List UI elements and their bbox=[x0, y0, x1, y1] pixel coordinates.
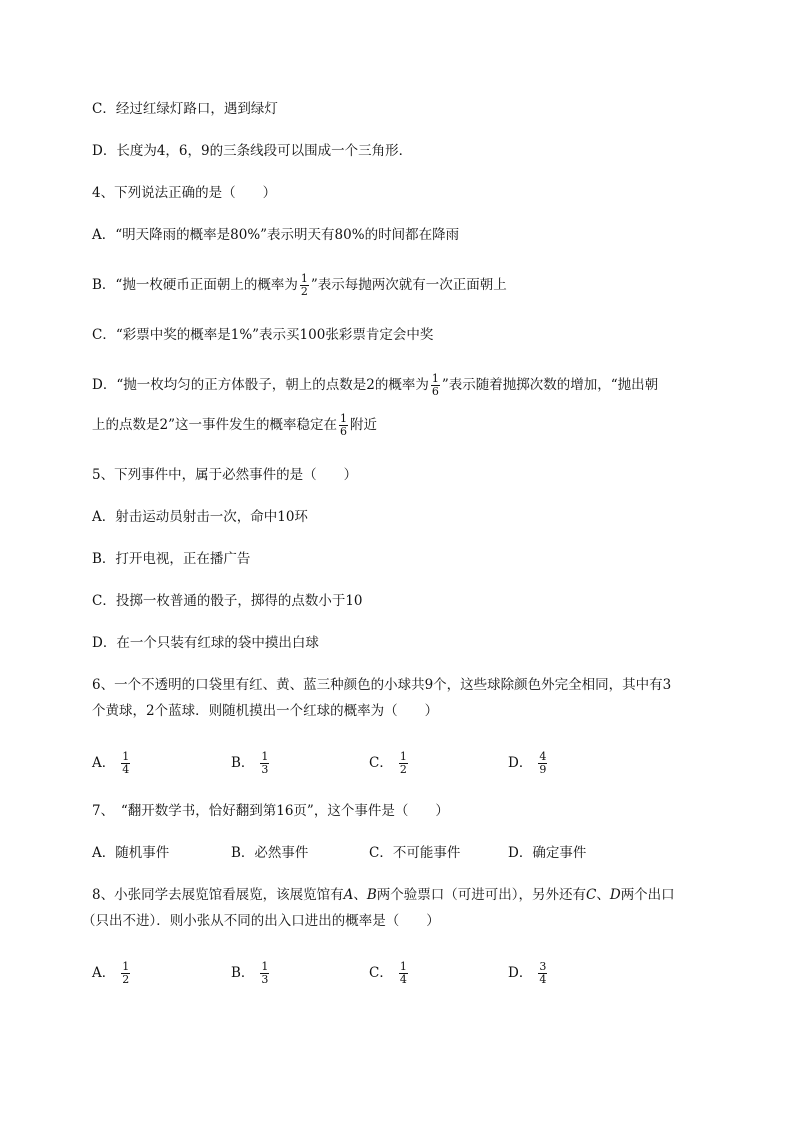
option-label: D． bbox=[508, 965, 533, 981]
q4-option-d-line2 bbox=[92, 413, 377, 438]
fraction-denominator: 4 bbox=[399, 973, 407, 986]
fraction-denominator: 3 bbox=[261, 763, 269, 776]
option-fraction bbox=[399, 751, 408, 776]
q5-option-a: A．射击运动员射击一次，命中10环 bbox=[92, 509, 308, 525]
q4-b-pre: B．“抛一枚硬币正面朝上的概率为 bbox=[92, 277, 298, 293]
option-fraction bbox=[538, 961, 547, 986]
q8-stem-mid: 两个验票口（可进可出），另外还有 bbox=[376, 887, 587, 903]
q4-b-fraction bbox=[300, 273, 309, 298]
q3-option-d: D．长度为4，6，9的三条线段可以围成一个三角形． bbox=[92, 143, 413, 159]
q6-option-b bbox=[231, 751, 271, 776]
option-fraction bbox=[538, 751, 547, 776]
q6-option-a bbox=[92, 751, 132, 776]
q4-stem: 4、下列说法正确的是（ ） bbox=[92, 185, 277, 201]
fraction-denominator: 4 bbox=[539, 973, 547, 986]
fraction-numerator: 4 bbox=[539, 750, 547, 763]
option-fraction bbox=[260, 961, 269, 986]
fraction-denominator: 2 bbox=[399, 763, 407, 776]
option-label: A． bbox=[92, 965, 116, 981]
q4-d2-pre: 上的点数是2”这一事件发生的概率稳定在 bbox=[92, 417, 337, 433]
q8-option-a bbox=[92, 961, 132, 986]
q8-var-d: D bbox=[609, 887, 621, 903]
q5-option-b: B．打开电视，正在播广告 bbox=[92, 551, 251, 567]
fraction-numerator: 1 bbox=[399, 750, 407, 763]
option-label: B． bbox=[231, 965, 255, 981]
q7-option-d: D．确定事件 bbox=[508, 845, 587, 861]
q7-option-b: B．必然事件 bbox=[231, 845, 309, 861]
q8-stem-pre: 8、小张同学去展览馆看展览，该展览馆有 bbox=[92, 887, 344, 903]
q4-d1-post: ”表示随着抛掷次数的增加，“抛出朝 bbox=[441, 377, 659, 393]
q8-option-b bbox=[231, 961, 271, 986]
fraction-numerator: 1 bbox=[399, 960, 407, 973]
q8-option-c bbox=[369, 961, 410, 986]
q8-sep2: 、 bbox=[596, 887, 610, 903]
fraction-numerator: 1 bbox=[122, 750, 130, 763]
q4-d-fraction bbox=[431, 373, 440, 398]
option-label: A． bbox=[92, 755, 116, 771]
fraction-numerator: 1 bbox=[300, 272, 308, 285]
fraction-denominator: 3 bbox=[261, 973, 269, 986]
option-fraction bbox=[260, 751, 269, 776]
q4-d2-post: 附近 bbox=[350, 417, 377, 433]
fraction-numerator: 1 bbox=[340, 412, 347, 425]
q6-option-d bbox=[508, 751, 549, 776]
q8-var-a: A bbox=[343, 887, 354, 903]
fraction-denominator: 9 bbox=[539, 763, 547, 776]
fraction-denominator: 6 bbox=[431, 385, 439, 398]
q8-stem-line1 bbox=[92, 885, 675, 905]
q4-option-b bbox=[92, 273, 507, 298]
q4-d2-fraction bbox=[339, 413, 348, 438]
option-fraction bbox=[399, 961, 408, 986]
fraction-denominator: 4 bbox=[122, 763, 130, 776]
q8-var-c: C bbox=[586, 887, 597, 903]
q8-option-d bbox=[508, 961, 549, 986]
q6-option-c bbox=[369, 751, 410, 776]
fraction-numerator: 3 bbox=[539, 960, 547, 973]
q4-option-c: C．“彩票中奖的概率是1%”表示买100张彩票肯定会中奖 bbox=[92, 327, 434, 343]
q8-var-b: B bbox=[366, 887, 377, 903]
q3-option-c: C．经过红绿灯路口，遇到绿灯 bbox=[92, 101, 278, 117]
q8-stem-post: 两个出口 bbox=[620, 887, 675, 903]
fraction-numerator: 1 bbox=[122, 960, 130, 973]
q7-option-a: A．随机事件 bbox=[92, 845, 170, 861]
q8-sep: 、 bbox=[353, 887, 367, 903]
q4-d1-pre: D．“抛一枚均匀的正方体骰子，朝上的点数是2的概率为 bbox=[92, 377, 429, 393]
q6-stem-line2: 个黄球，2个蓝球．则随机摸出一个红球的概率为（ ） bbox=[92, 703, 439, 719]
q4-b-post: ”表示每抛两次就有一次正面朝上 bbox=[310, 277, 507, 293]
option-label: D． bbox=[508, 755, 533, 771]
q7-option-c: C．不可能事件 bbox=[369, 845, 461, 861]
q8-stem-line2: （只出不进）．则小张从不同的出入口进出的概率是（ ） bbox=[82, 913, 440, 929]
fraction-numerator: 1 bbox=[261, 750, 269, 763]
option-label: C． bbox=[369, 755, 393, 771]
option-fraction bbox=[121, 961, 130, 986]
fraction-denominator: 2 bbox=[300, 285, 308, 298]
fraction-numerator: 1 bbox=[431, 372, 439, 385]
fraction-denominator: 2 bbox=[122, 973, 130, 986]
q4-option-a: A．“明天降雨的概率是80%”表示明天有80%的时间都在降雨 bbox=[92, 227, 460, 243]
fraction-numerator: 1 bbox=[261, 960, 269, 973]
q5-stem: 5、下列事件中，属于必然事件的是（ ） bbox=[92, 467, 358, 483]
q4-option-d-line1 bbox=[92, 373, 658, 398]
option-label: B． bbox=[231, 755, 255, 771]
fraction-denominator: 6 bbox=[340, 425, 347, 438]
option-fraction bbox=[121, 751, 130, 776]
q5-option-d: D．在一个只装有红球的袋中摸出白球 bbox=[92, 635, 319, 651]
q5-option-c: C．投掷一枚普通的骰子，掷得的点数小于10 bbox=[92, 593, 363, 609]
q7-stem: 7、 “翻开数学书，恰好翻到第16页”，这个事件是（ ） bbox=[92, 803, 449, 819]
option-label: C． bbox=[369, 965, 393, 981]
q6-stem-line1: 6、一个不透明的口袋里有红、黄、蓝三种颜色的小球共9个，这些球除颜色外完全相同，其中有3 bbox=[92, 677, 672, 693]
